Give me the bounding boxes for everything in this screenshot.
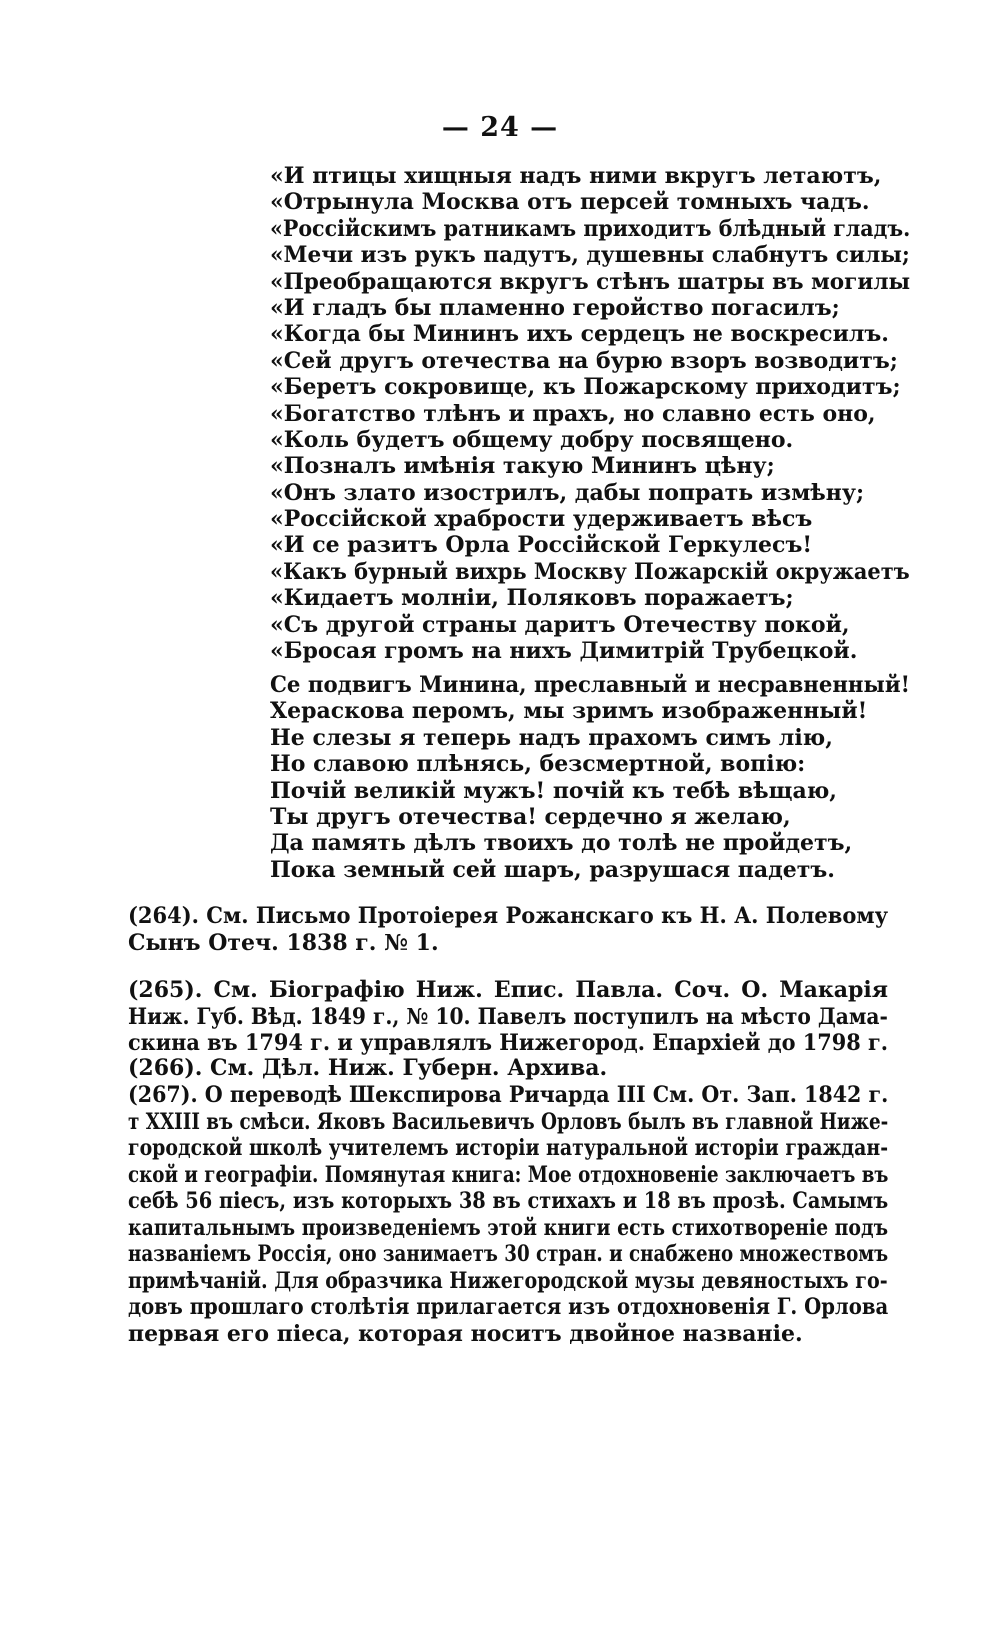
footnote-line: Сынъ Отеч. 1838 г. № 1. (128, 929, 439, 956)
footnote-line: (266). См. Дѣл. Ниж. Губерн. Архива. (128, 1055, 608, 1081)
poem-line: Но славою плѣнясь, безсмертной, вопію: (270, 751, 806, 778)
poem-line: «Мечи изъ рукъ падутъ, душевны слабнутъ силы; (270, 242, 910, 269)
poem-line: Да память дѣлъ твоихъ до толѣ не пройдетъ, (270, 830, 853, 857)
footnote-line: названіемъ Россія, оно занимаетъ 30 стран. и снабжено множествомъ (128, 1241, 889, 1267)
poem-line: «Россійскимъ ратникамъ приходитъ блѣдный гладъ. (270, 215, 911, 242)
footnote-line: Ниж. Губ. Вѣд. 1849 г., № 10. Павелъ поступилъ на мѣсто Дама- (128, 1003, 888, 1030)
footnote-266 (128, 1055, 888, 1082)
footnote-line: ской и географіи. Помянутая книга: Мое отдохновеніе заключаетъ въ (128, 1161, 889, 1188)
poem-line: «И гладъ бы пламенно геройство погасилъ; (270, 294, 840, 321)
footnote-267 (128, 1082, 888, 1347)
poem-line: «И птицы хищныя надъ ними вкругъ летаютъ, (270, 163, 882, 189)
poem-line: Ты другъ отечества! сердечно я желаю, (270, 803, 791, 830)
poem-stanza-1 (270, 163, 910, 664)
footnote-line: довъ прошлаго столѣтія прилагается изъ отдохновенія Г. Орлова (128, 1294, 889, 1320)
poem-line: «Коль будетъ общему добру посвящено. (270, 426, 794, 453)
footnote-line: (265). См. Біографію Ниж. Епис. Павла. Соч. О. Макарія (128, 977, 888, 1003)
footnote-264 (128, 903, 888, 956)
poem-line: «Когда бы Мининъ ихъ сердецъ не воскресилъ. (270, 321, 889, 348)
footnote-line: себѣ 56 піесъ, изъ которыхъ 38 въ стихахъ и 18 въ прозѣ. Самымъ (128, 1188, 889, 1214)
poem-line: «Преобращаются вкругъ стѣнъ шатры въ могилы (270, 268, 911, 295)
poem-line: «Беретъ сокровище, къ Пожарскому приходитъ; (270, 374, 901, 401)
poem-line: Пока земный сей шаръ, разрушася падетъ. (270, 856, 835, 883)
poem-line: «Сей другъ отечества на бурю взоръ возводитъ; (270, 347, 898, 374)
footnote-line: примѣчаній. Для образчика Нижегородской музы девяностыхъ го- (128, 1267, 888, 1294)
poem-line: «Съ другой страны даритъ Отечеству покой, (270, 611, 850, 638)
footnote-line: городской школѣ учителемъ исторіи натуральной исторіи граждан- (128, 1135, 889, 1161)
footnote-line: т XXIII въ смѣси. Яковъ Васильевичъ Орловъ былъ въ главной Ниже- (128, 1108, 889, 1135)
poem-line: «Отрынула Москва отъ персей томныхъ чадъ. (270, 189, 870, 216)
footnote-265 (128, 977, 888, 1057)
poem-line: «Россійской храбрости удерживаетъ вѣсъ (270, 506, 813, 533)
footnote-line: капитальнымъ произведеніемъ этой книги есть стихотвореніе подъ (128, 1214, 889, 1241)
poem-line: «Онъ злато изострилъ, дабы попрать измѣну; (270, 479, 865, 506)
footnote-line: первая его піеса, которая носитъ двойное названіе. (128, 1320, 803, 1347)
page-number: — 24 — (441, 112, 559, 143)
footnote-line: скина въ 1794 г. и управлялъ Нижегород. Епархіей до 1798 г. (128, 1030, 888, 1056)
poem-line: «Богатство тлѣнъ и прахъ, но славно есть оно, (270, 400, 876, 427)
poem-line: «Кидаетъ молніи, Поляковъ поражаетъ; (270, 585, 794, 612)
footnote-line: (264). См. Письмо Протоіерея Рожанскаго къ Н. А. Полевому (128, 903, 889, 929)
poem-stanza-2 (270, 672, 910, 883)
poem-line: Се подвигъ Минина, преславный и несравненный! (270, 672, 910, 698)
poem-line: «Какъ бурный вихрь Москву Пожарскій окружаетъ (270, 558, 910, 585)
poem-line: «Бросая громъ на нихъ Димитрій Трубецкой. (270, 638, 858, 665)
poem-line: Хераскова перомъ, мы зримъ изображенный! (270, 698, 868, 725)
poem-line: Не слезы я теперь надъ прахомъ симъ лію, (270, 724, 833, 751)
poem-line: «Позналъ имѣнія такую Мининъ цѣну; (270, 453, 775, 480)
poem-line: Почій великій мужъ! почій къ тебѣ вѣщаю, (270, 777, 837, 804)
poem-line: «И се разитъ Орла Россійской Геркулесъ! (270, 532, 812, 559)
footnote-line: (267). О переводѣ Шекспирова Ричарда III См. От. Зап. 1842 г. (128, 1082, 889, 1108)
